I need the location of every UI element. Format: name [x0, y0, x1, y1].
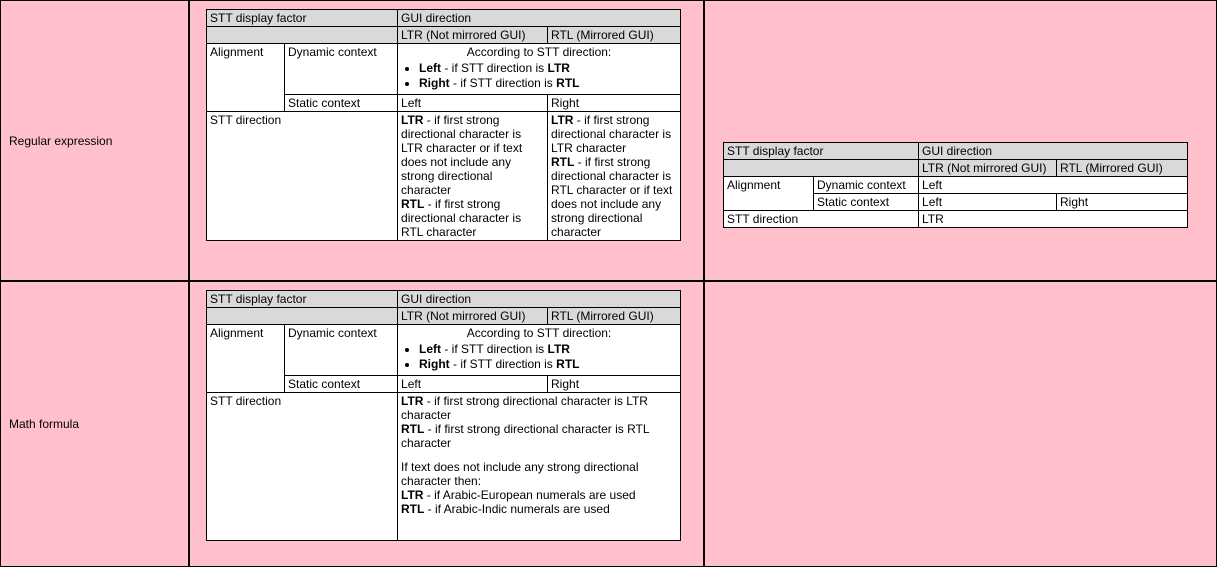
bullet-right-label: Right	[419, 357, 450, 371]
summary-cell	[704, 0, 1217, 281]
table-row	[724, 143, 1188, 160]
summary-table	[723, 142, 1188, 228]
bullet-right-value: RTL	[556, 357, 580, 371]
according-to-text: According to STT direction:	[466, 45, 612, 59]
table-row	[207, 44, 681, 95]
bullet-right	[419, 357, 677, 372]
bullet-right-value: RTL	[556, 76, 580, 90]
bullet-left-value: LTR	[547, 342, 570, 356]
header-spacer	[207, 27, 398, 44]
according-to-text: According to STT direction:	[466, 326, 612, 340]
cell-stt-direction-ltr	[398, 112, 548, 241]
math-formula-table	[206, 290, 681, 541]
summary-header-ltr-column: LTR (Not mirrored GUI)	[919, 160, 1057, 177]
cell-static-context-ltr: Left	[398, 95, 548, 112]
cell-static-context: Static context	[285, 95, 398, 112]
bullet-left-label: Left	[419, 61, 442, 75]
header-rtl-column: RTL (Mirrored GUI)	[548, 308, 681, 325]
summary-header-gui-direction: GUI direction	[919, 143, 1188, 160]
cell-static-context-rtl: Right	[548, 95, 681, 112]
cell-static-context: Static context	[285, 376, 398, 393]
regular-expression-spec-cell	[189, 0, 704, 281]
table-row	[207, 393, 681, 541]
cell-alignment: Alignment	[207, 44, 285, 112]
summary-cell-stt-direction: STT direction	[724, 211, 919, 228]
row-label-text: Regular expression	[9, 133, 113, 148]
row-label-text: Math formula	[9, 417, 80, 431]
row-label-math-formula	[0, 281, 189, 567]
cell-static-context-ltr: Left	[398, 376, 548, 393]
rtl-line2-text: - if first strong directional character is RTL character or if text does not include any strong directional character	[551, 155, 673, 239]
summary-cell-dynamic-context: Dynamic context	[814, 177, 919, 194]
alignment-bullets	[401, 342, 677, 372]
bullet-left-rest: - if STT direction is	[441, 61, 548, 75]
rtl-line1-text: - if first strong directional character is LTR character	[551, 113, 672, 155]
summary-cell-dynamic-value: Left	[919, 177, 1188, 194]
cell-dynamic-context: Dynamic context	[285, 325, 398, 376]
table-row	[207, 291, 681, 308]
summary-header-spacer	[724, 160, 919, 177]
header-spacer	[207, 308, 398, 325]
table-row	[207, 308, 681, 325]
empty-cell	[704, 281, 1217, 567]
cell-stt-direction: STT direction	[207, 393, 398, 541]
cell-dynamic-context-value	[398, 325, 681, 376]
header-stt-display-factor: STT display factor	[207, 291, 398, 308]
bullet-left-value: LTR	[547, 61, 570, 75]
summary-cell-static-ltr: Left	[919, 194, 1057, 211]
cell-stt-direction-value	[398, 393, 681, 541]
table-row	[207, 27, 681, 44]
math-line2-text: - if first strong directional character is RTL character	[401, 422, 650, 450]
cell-stt-direction-rtl	[548, 112, 681, 241]
header-ltr-column: LTR (Not mirrored GUI)	[398, 308, 548, 325]
bullet-left-rest: - if STT direction is	[441, 342, 548, 356]
math-line4-text: - if Arabic-European numerals are used	[423, 488, 636, 502]
math-line3-text: If text does not include any strong directional character then:	[401, 460, 639, 488]
summary-cell-stt-direction-value: LTR	[919, 211, 1188, 228]
bullet-left	[419, 61, 677, 76]
cell-static-context-rtl: Right	[548, 376, 681, 393]
header-gui-direction: GUI direction	[398, 291, 681, 308]
regular-expression-table	[206, 9, 681, 241]
summary-table-wrapper	[723, 142, 1188, 228]
table-row	[724, 177, 1188, 194]
ltr-line1-text: - if first strong directional character is LTR character or if text does not include any strong directional character	[401, 113, 523, 197]
header-ltr-column: LTR (Not mirrored GUI)	[398, 27, 548, 44]
rtl-line2-label: RTL	[551, 155, 575, 169]
table-row	[207, 325, 681, 376]
math-line5-label: RTL	[401, 502, 425, 516]
cell-stt-direction: STT direction	[207, 112, 398, 241]
table-row	[724, 211, 1188, 228]
math-line5-text: - if Arabic-Indic numerals are used	[424, 502, 610, 516]
summary-header-stt-display-factor: STT display factor	[724, 143, 919, 160]
ltr-line2-label: RTL	[401, 197, 425, 211]
bullet-right-rest: - if STT direction is	[449, 357, 557, 371]
bullet-left	[419, 342, 677, 357]
bullet-right-rest: - if STT direction is	[449, 76, 557, 90]
math-formula-spec-cell	[189, 281, 704, 567]
ltr-line1-label: LTR	[401, 113, 424, 127]
row-label-regular-expression	[0, 0, 189, 281]
cell-dynamic-context: Dynamic context	[285, 44, 398, 95]
alignment-bullets	[401, 61, 677, 91]
cell-alignment: Alignment	[207, 325, 285, 393]
spacer	[401, 450, 677, 460]
ltr-line2-text: - if first strong directional character is RTL character	[401, 197, 522, 239]
bullet-left-label: Left	[419, 342, 442, 356]
header-rtl-column: RTL (Mirrored GUI)	[548, 27, 681, 44]
summary-cell-static-rtl: Right	[1057, 194, 1188, 211]
rtl-line1-label: LTR	[551, 113, 574, 127]
table-row	[207, 10, 681, 27]
bullet-right	[419, 76, 677, 91]
math-line1-label: LTR	[401, 394, 424, 408]
summary-cell-static-context: Static context	[814, 194, 919, 211]
bullet-right-label: Right	[419, 76, 450, 90]
cell-dynamic-context-value	[398, 44, 681, 95]
math-line1-text: - if first strong directional character is LTR character	[401, 394, 648, 422]
header-stt-display-factor: STT display factor	[207, 10, 398, 27]
summary-cell-alignment: Alignment	[724, 177, 814, 211]
table-row	[724, 160, 1188, 177]
table-row	[207, 112, 681, 241]
math-line2-label: RTL	[401, 422, 425, 436]
summary-header-rtl-column: RTL (Mirrored GUI)	[1057, 160, 1188, 177]
header-gui-direction: GUI direction	[398, 10, 681, 27]
math-line4-label: LTR	[401, 488, 424, 502]
